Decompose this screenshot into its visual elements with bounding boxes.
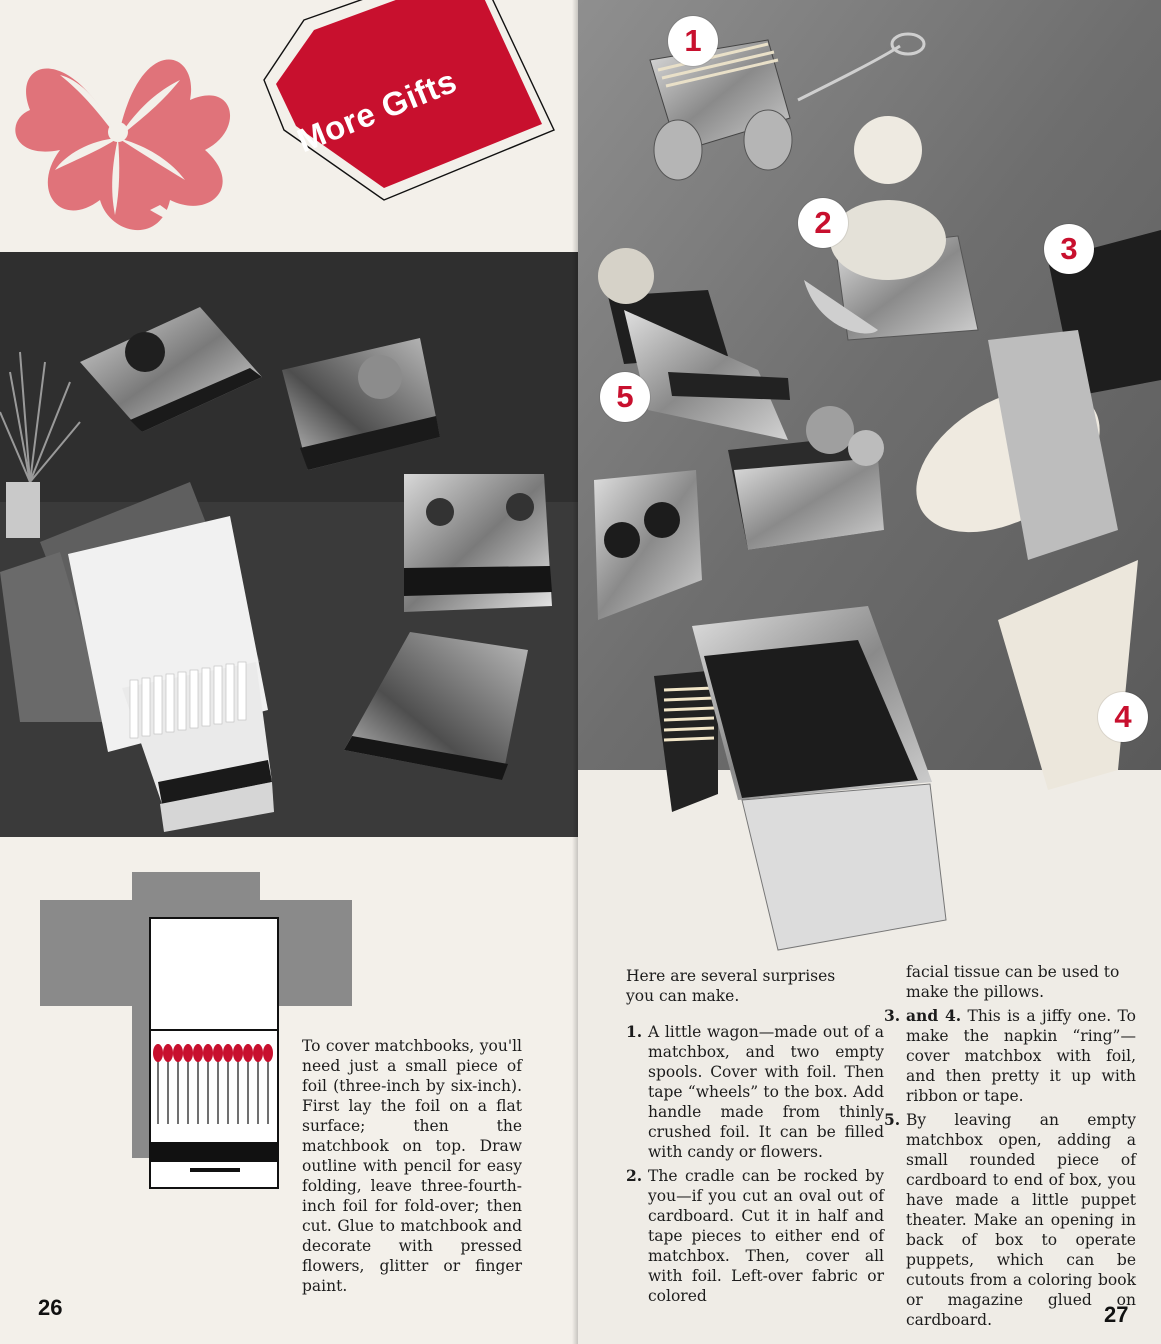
matchbook-photo <box>0 252 578 837</box>
matchbook-instructions: To cover matchbooks, you'll need just a small piece of foil (three-inch by six-inch). First lay the foil on a flat surface; then the matchbook on top. Draw outline with pencil for easy folding, leave three-fourth-inch foil for fold-over; then cut. Glue to matchbook and decorate with pressed flowers, glitter or finger paint. <box>302 1037 522 1295</box>
item-text: By leaving an empty matchbox open, adding a small rounded piece of cardboard to end of box, you have made a little puppet theater. Make an opening in back of box to operate puppets, which can be cutouts from a coloring book or magazine glued on cardboard. <box>906 1111 1136 1329</box>
instruction-item-2 <box>626 1166 884 1306</box>
tag-title: More Gifts <box>291 61 462 160</box>
page-number-left: 26 <box>38 1295 63 1320</box>
instructions-column-1 <box>626 966 884 1306</box>
page-number-right: 27 <box>1104 1302 1129 1327</box>
flower-illustration <box>0 20 250 252</box>
badge-2: 2 <box>798 198 848 248</box>
badge-4: 4 <box>1098 692 1148 742</box>
item-2-continuation: facial tissue can be used to make the pillows. <box>906 963 1120 1001</box>
item-text: The cradle can be rocked by you—if you cut an oval out of cardboard. Cut it in half and tape pieces to either end of matchbox. Then, cover all with foil. Left-over fabric or colored <box>648 1167 884 1305</box>
item-text: This is a jiffy one. To make the napkin “ring”—cover matchbox with foil, and then pretty it up with ribbon or tape. <box>906 1007 1136 1105</box>
badge-3: 3 <box>1044 224 1094 274</box>
item-body <box>906 1006 1136 1106</box>
instruction-item-3-4 <box>884 1006 1136 1106</box>
right-page <box>578 0 1161 1344</box>
instruction-item-1 <box>626 1022 884 1162</box>
badge-5: 5 <box>600 372 650 422</box>
item-number: 1. <box>626 1022 643 1041</box>
item-number: 2. <box>626 1166 643 1185</box>
badge-1: 1 <box>668 16 718 66</box>
item-lead: and 4. <box>906 1006 962 1025</box>
item-number: 3. <box>884 1006 901 1025</box>
left-page <box>0 0 578 1344</box>
instructions-column-2 <box>884 962 1136 1330</box>
surprises-intro: Here are several surprises you can make. <box>626 967 836 1005</box>
instruction-item-5 <box>884 1110 1136 1330</box>
gifts-photo <box>578 0 1161 960</box>
item-number: 5. <box>884 1110 901 1129</box>
item-text: A little wagon—made out of a matchbox, and two empty spools. Cover with foil. Then tape “wheels” to the box. Add handle made from thinly crushed foil. It can be filled with candy or flowers. <box>648 1023 884 1161</box>
